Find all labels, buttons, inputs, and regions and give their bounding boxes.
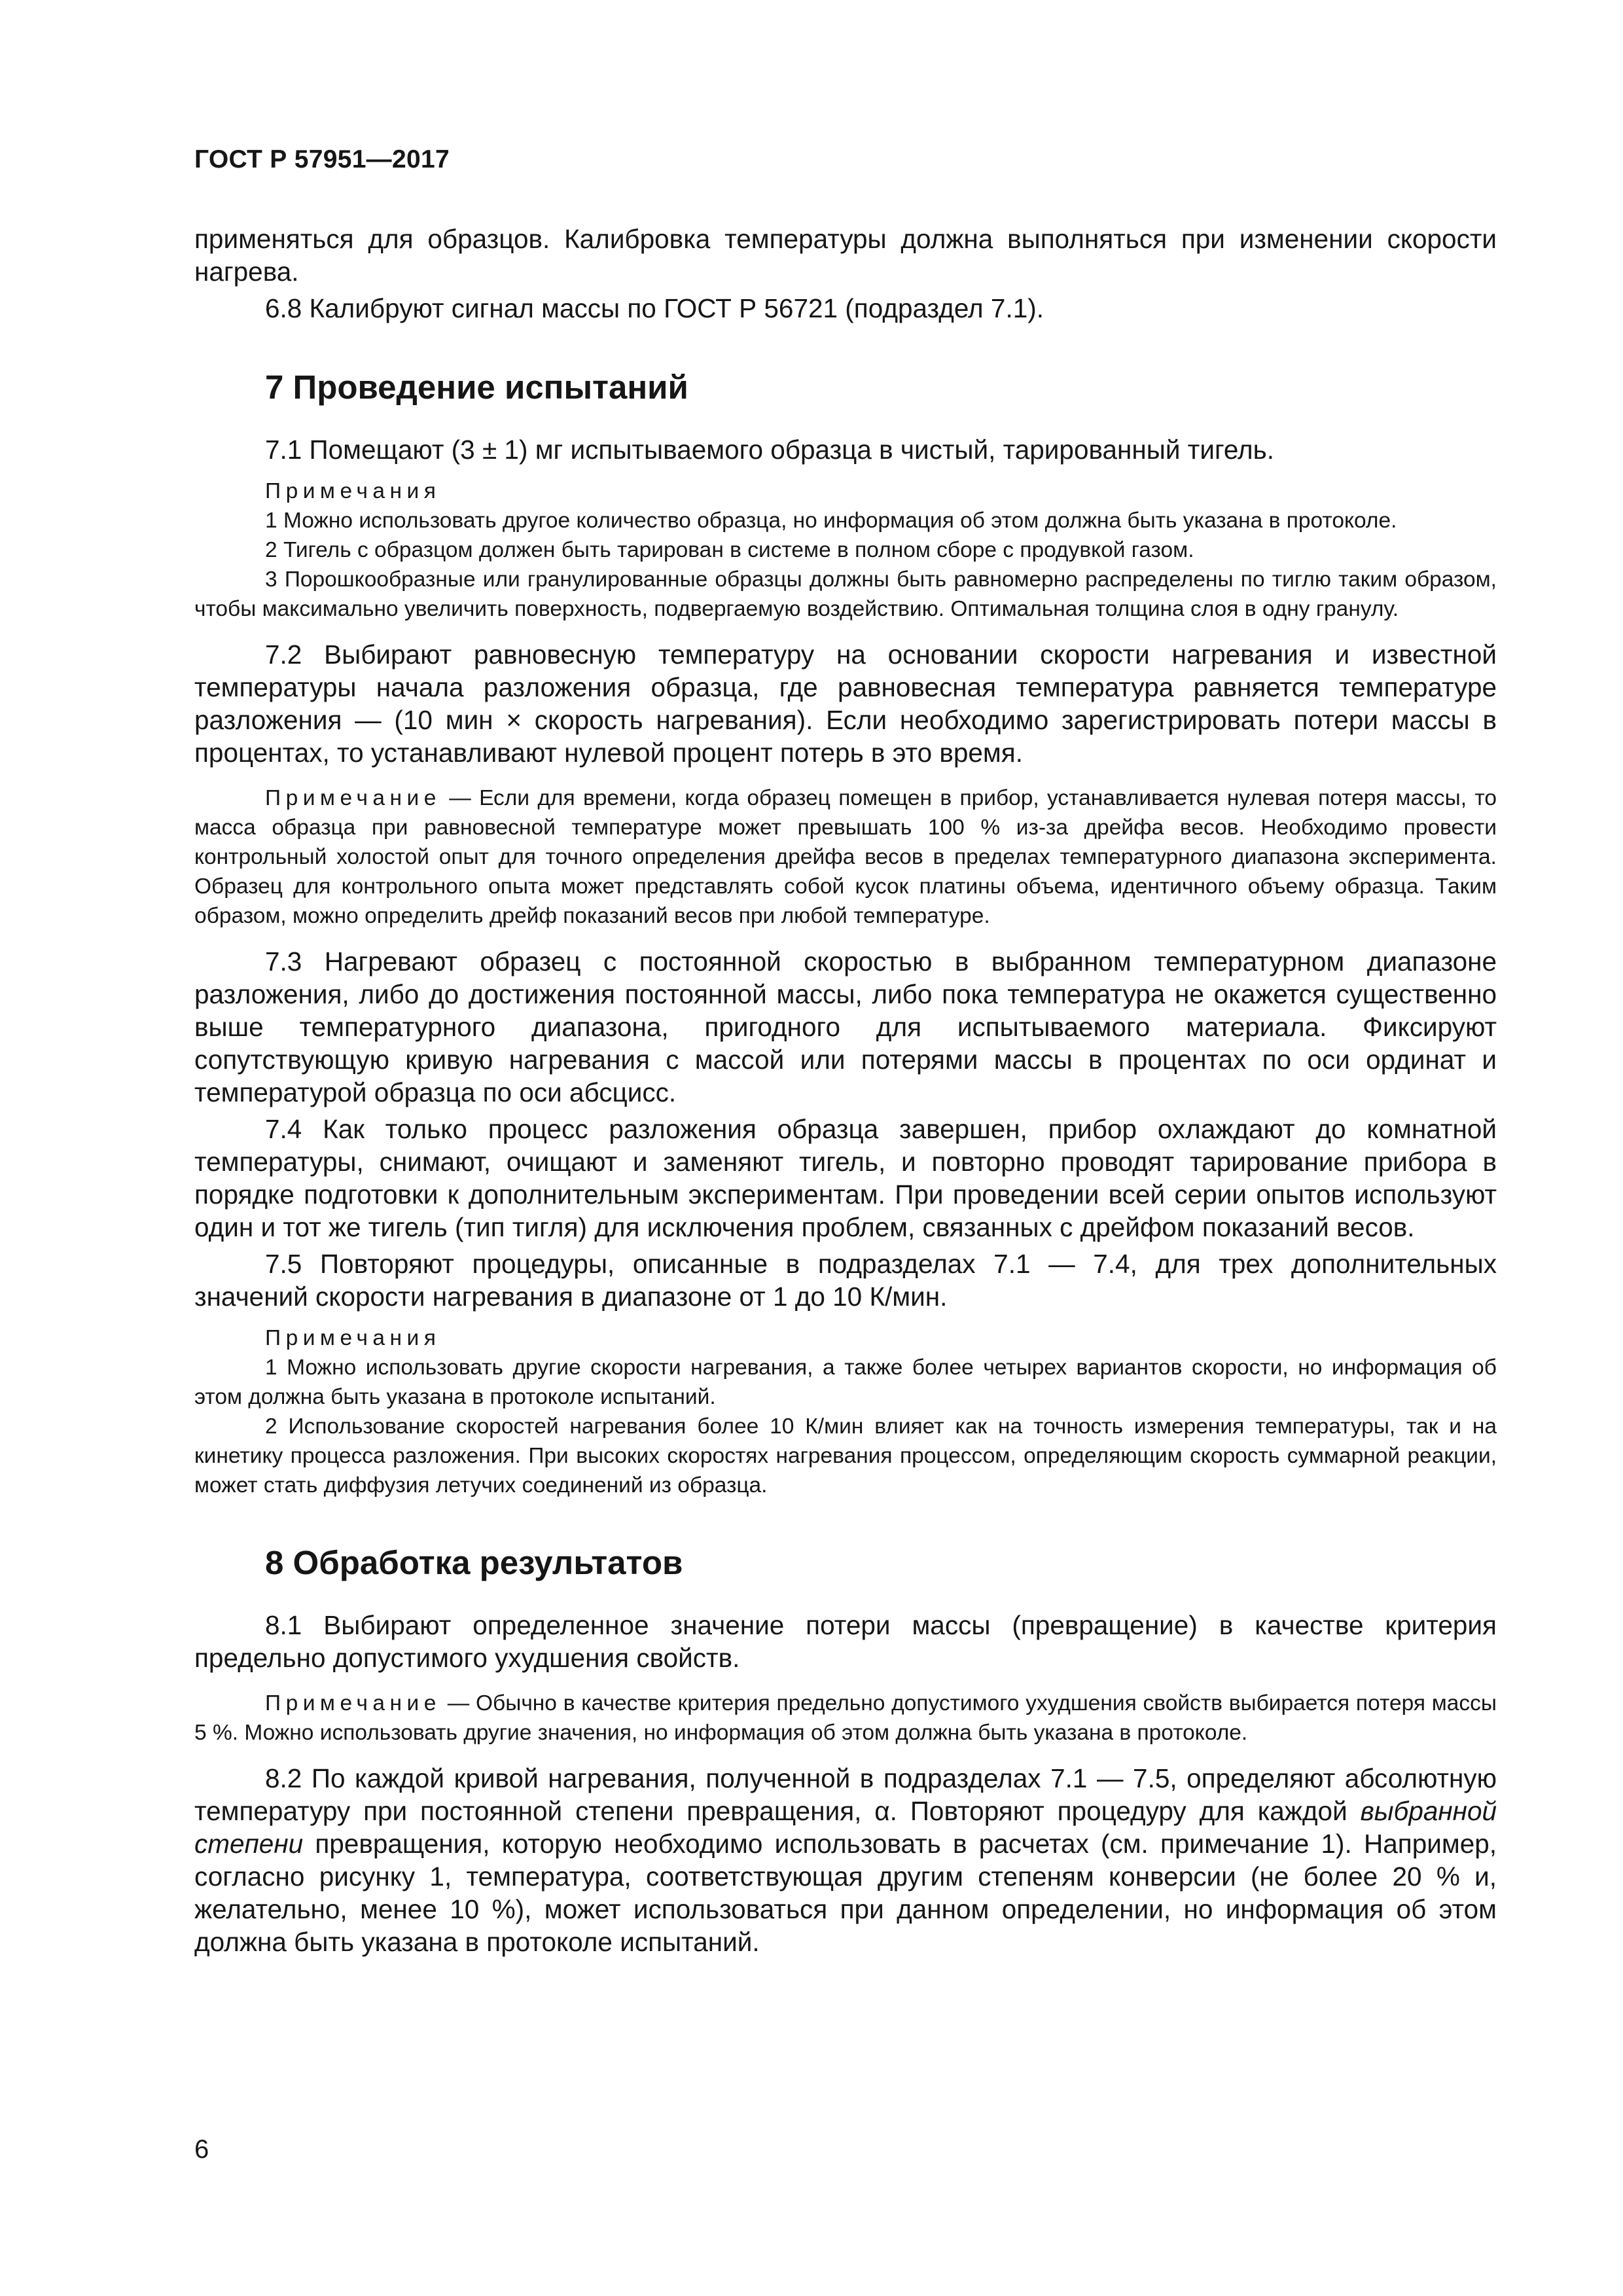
- note-7-5-item-2: 2 Использование скоростей нагревания более 10 К/мин влияет как на точность измерения температуры, так и на кинетику процесса разложения. При высоких скоростях нагревания процессом, определяющим скорость суммарной реакции, может стать диффузия летучих соединений из образца.: [194, 1414, 1497, 1498]
- paragraph-7-2: 7.2 Выбирают равновесную температуру на основании скорости нагревания и известной температуры начала разложения образца, где равновесная температура равняется температуре разложения — (10 мин × скорость нагревания). Если необходимо зарегистрировать потери массы в процентах, то устанавливают нулевой процент потерь в это время.: [194, 639, 1497, 768]
- standard-code-header: ГОСТ Р 57951—2017: [194, 145, 450, 173]
- note-7-1-item-2: 2 Тигель с образцом должен быть тарирован в системе в полном сборе с продувкой газом.: [265, 538, 1194, 562]
- note-8-1: [194, 1689, 1497, 1748]
- notes-title-7-5: Примечания: [265, 1326, 441, 1350]
- paragraph-7-1: 7.1 Помещают (3 ± 1) мг испытываемого образца в чистый, тарированный тигель.: [265, 435, 1274, 465]
- note-7-1-item-3: 3 Порошкообразные или гранулированные образцы должны быть равномерно распределены по тиглю таким образом, чтобы максимально увеличить поверхность, подвергаемую воздействию. Оптимальная толщина слоя в одну гранулу.: [194, 567, 1497, 621]
- note-7-2: [194, 783, 1497, 931]
- note-7-5-item-1: 1 Можно использовать другие скорости нагревания, а также более четырех вариантов скорости, но информация об этом должна быть указана в протоколе испытаний.: [194, 1355, 1497, 1409]
- paragraph-6-8: 6.8 Калибруют сигнал массы по ГОСТ Р 56721 (подраздел 7.1).: [265, 293, 1044, 323]
- paragraph-7-4: 7.4 Как только процесс разложения образца завершен, прибор охлаждают до комнатной температуры, снимают, очищают и заменяют тигель, и повторно проводят тарирование прибора в порядке подготовки к дополнительным экспериментам. При проведении всей серии опытов используют один и тот же тигель (тип тигля) для исключения проблем, связанных с дрейфом показаний весов.: [194, 1114, 1497, 1242]
- section-heading-8: 8 Обработка результатов: [265, 1544, 683, 1581]
- note-label: Примечание: [265, 786, 441, 810]
- page-content: [194, 223, 1497, 1958]
- notes-title-7-1: Примечания: [265, 479, 441, 503]
- paragraph-continuation: применяться для образцов. Калибровка температуры должна выполняться при изменении скорости нагрева.: [194, 224, 1497, 287]
- paragraph-8-2: [194, 1762, 1497, 1958]
- note-label: Примечание: [265, 1691, 441, 1715]
- paragraph-8-2-emphasis: выбранной степени: [194, 1796, 1497, 1859]
- note-text: — Обычно в качестве критерия предельно допустимого ухудшения свойств выбирается потеря массы 5 %. Можно использовать другие значения, но информация об этом должна быть указана в протоколе.: [194, 1691, 1497, 1745]
- paragraph-8-1: 8.1 Выбирают определенное значение потери массы (превращение) в качестве критерия предельно допустимого ухудшения свойств.: [194, 1610, 1497, 1673]
- paragraph-8-2-end: превращения, которую необходимо использовать в расчетах (см. примечание 1). Например, согласно рисунку 1, температура, соответствующая другим степеням конверсии (не более 20 % и, желательно, менее 10 %), может использоваться при данном определении, но информация об этом должна быть указана в протоколе испытаний.: [194, 1829, 1497, 1957]
- paragraph-7-5: 7.5 Повторяют процедуры, описанные в подразделах 7.1 — 7.4, для трех дополнительных значений скорости нагревания в диапазоне от 1 до 10 К/мин.: [194, 1249, 1497, 1312]
- note-text: — Если для времени, когда образец помещен в прибор, устанавливается нулевая потеря массы, то масса образца при равновесной температуре может превышать 100 % из-за дрейфа весов. Необходимо провести контрольный холостой опыт для точного определения дрейфа весов в пределах температурного диапазона эксперимента. Образец для контрольного опыта может представлять собой кусок платины объема, идентичного объему образца. Таким образом, можно определить дрейф показаний весов при любой температуре.: [194, 786, 1497, 928]
- section-heading-7: 7 Проведение испытаний: [265, 368, 688, 406]
- paragraph-7-3: 7.3 Нагревают образец с постоянной скоростью в выбранном температурном диапазоне разложения, либо до достижения постоянной массы, либо пока температура не окажется существенно выше температурного диапазона, пригодного для испытываемого материала. Фиксируют сопутствующую кривую нагревания с массой или потерями массы в процентах по оси ординат и температурой образца по оси абсцисс.: [194, 946, 1497, 1107]
- page-number: 6: [194, 2135, 209, 2164]
- note-7-1-item-1: 1 Можно использовать другое количество образца, но информация об этом должна быть указана в протоколе.: [265, 509, 1397, 533]
- paragraph-8-2-start: 8.2 По каждой кривой нагревания, полученной в подразделах 7.1 — 7.5, определяют абсолютную температуру при постоянной степени превращения, α. Повторяют процедуру для каждой: [194, 1763, 1497, 1826]
